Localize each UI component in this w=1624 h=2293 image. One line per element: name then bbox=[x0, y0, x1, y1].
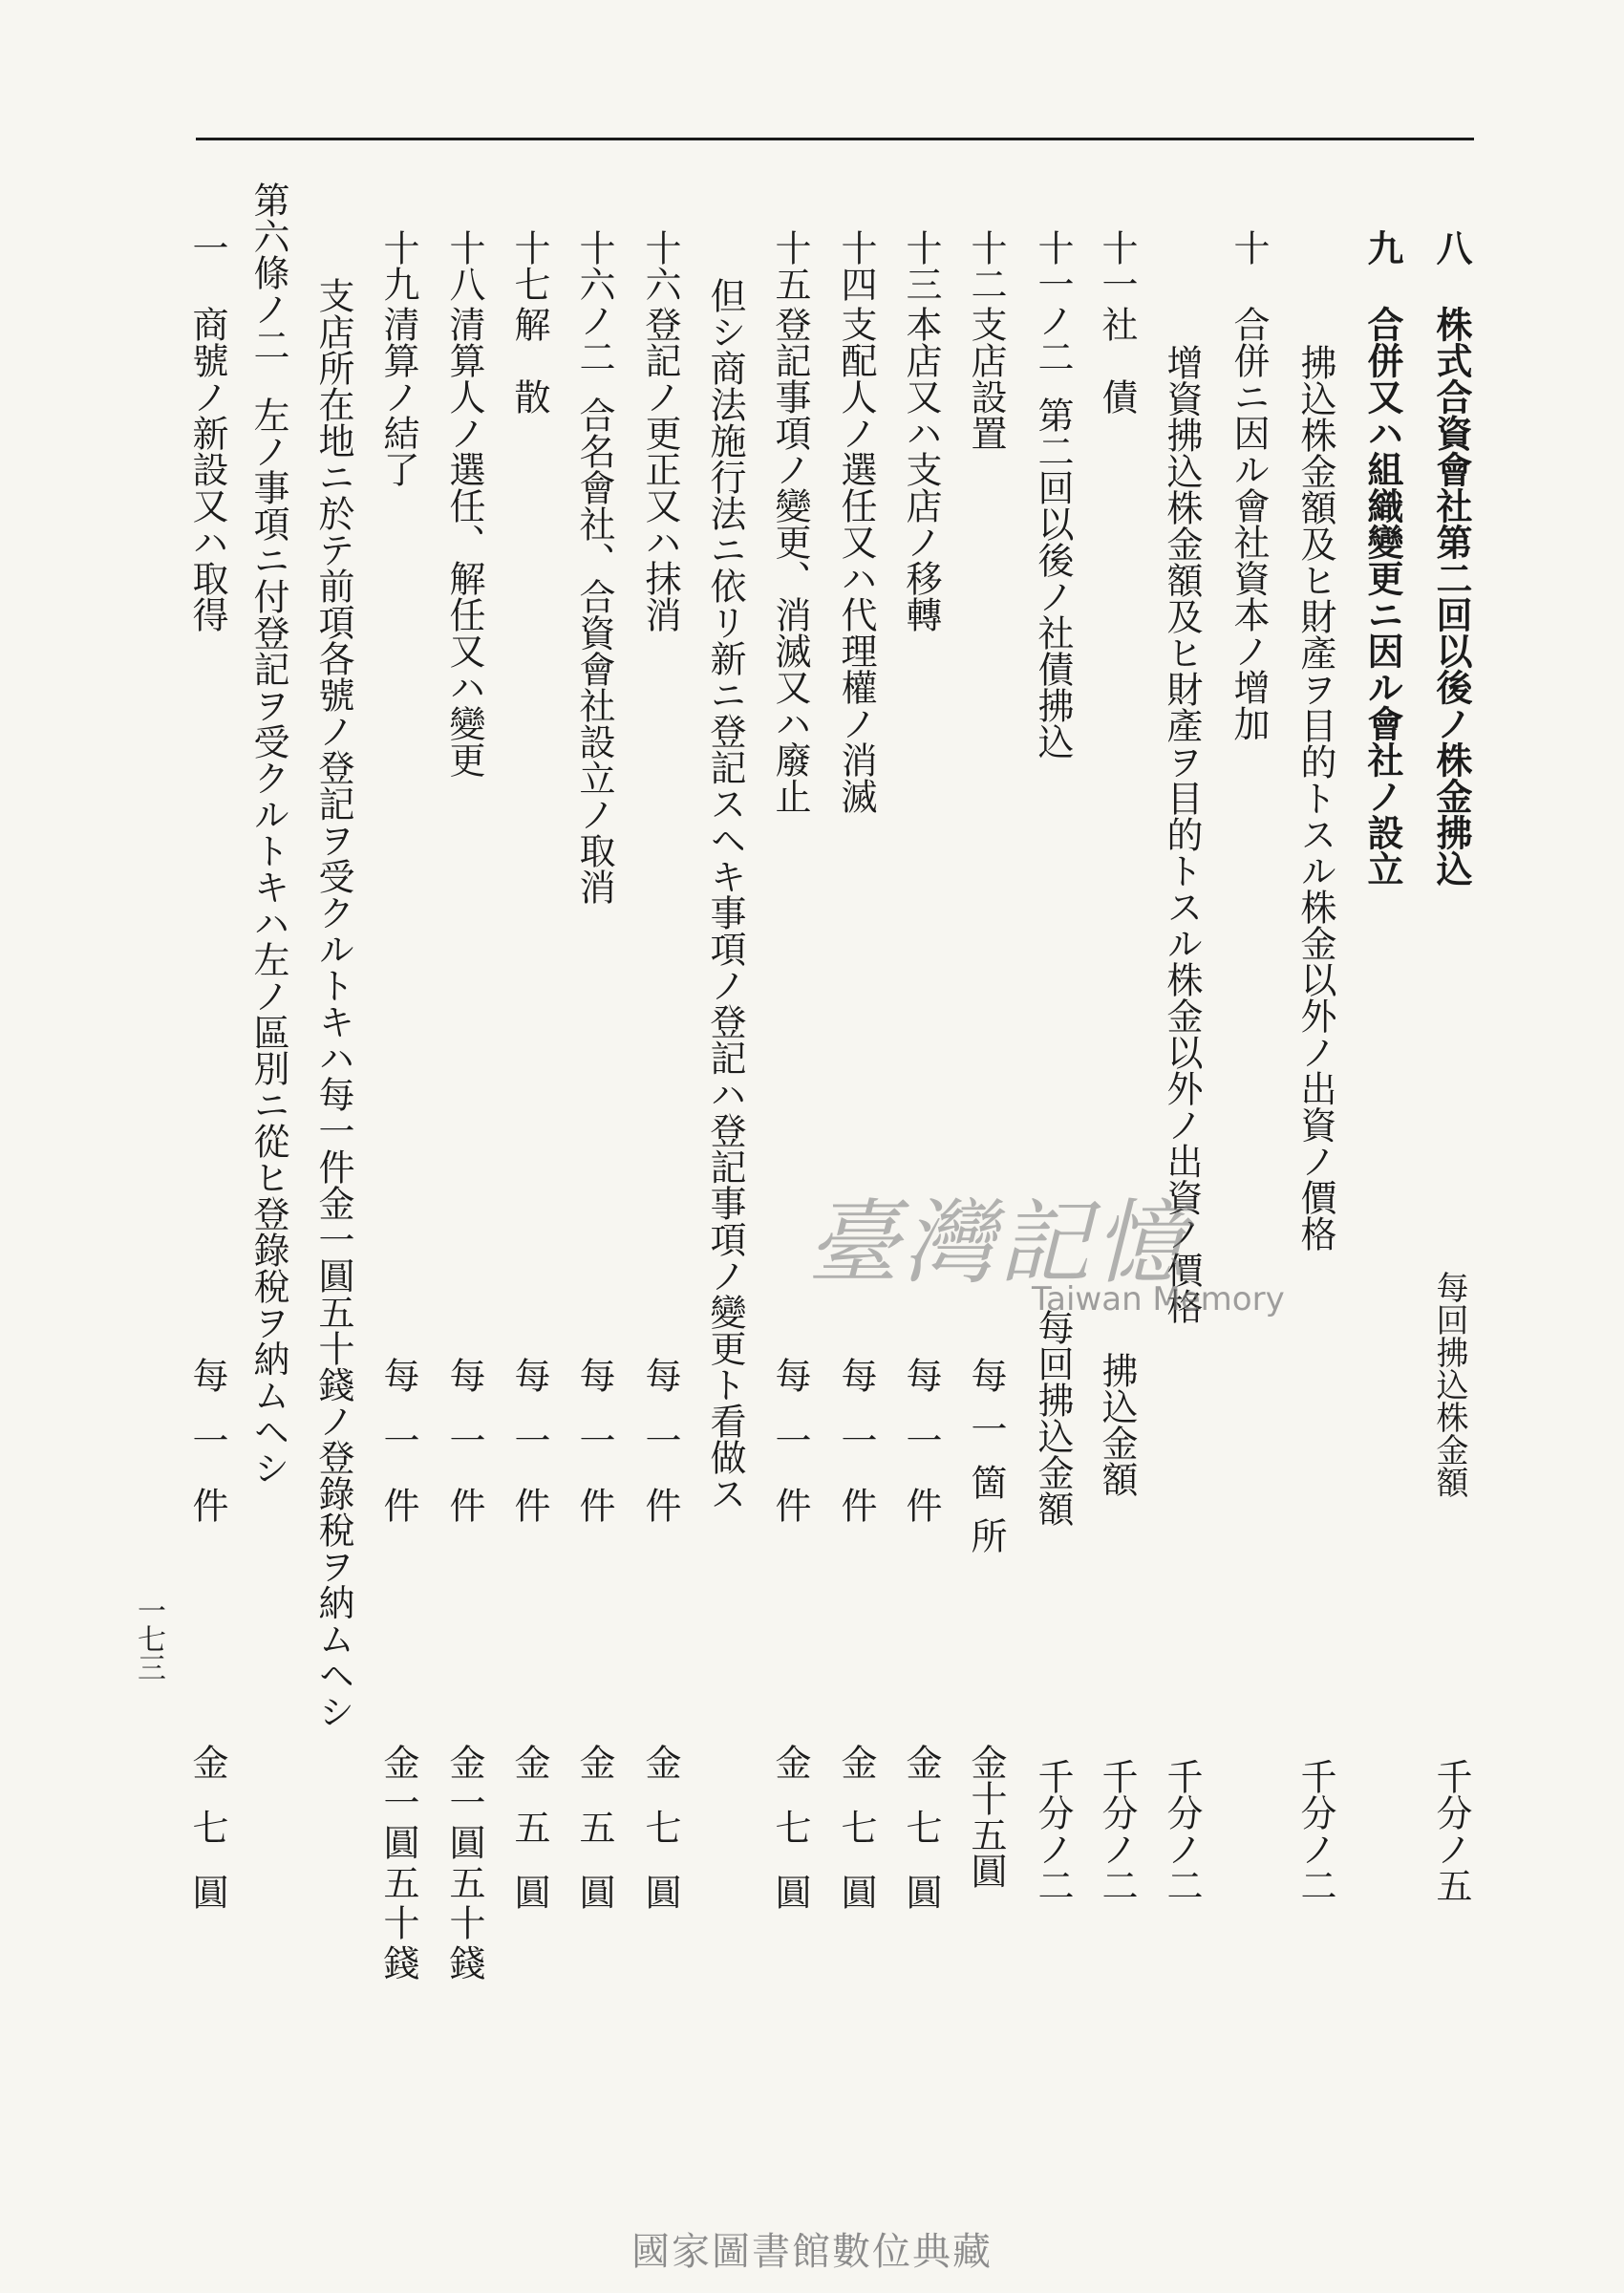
entry-11-basis: 拂込金額 bbox=[1096, 1352, 1138, 1497]
entry-16-2-description: 合名會社、合資會社設立ノ取消 bbox=[573, 396, 615, 905]
entry-18-basis: 每一件 bbox=[443, 1357, 485, 1552]
entry-16-number: 十六 bbox=[639, 229, 681, 302]
entry-10-number: 十 bbox=[1228, 229, 1270, 266]
entry-11-2-number: 十一ノ二 bbox=[1032, 229, 1074, 375]
entry-17-basis: 每一件 bbox=[508, 1357, 550, 1552]
entry-11-2-basis: 每回拂込金額 bbox=[1032, 1309, 1074, 1527]
entry-14-description: 支配人ノ選任又ハ代理權ノ消滅 bbox=[835, 306, 877, 814]
library-footer: 國家圖書館數位典藏 bbox=[631, 2230, 993, 2274]
entry-9-description: 合併又ハ組織變更ニ因ル會社ノ設立 bbox=[1361, 306, 1404, 887]
entry-12-fee: 金十五圓 bbox=[965, 1744, 1007, 1889]
entry-8-basis: 每回拂込株金額 bbox=[1430, 1271, 1468, 1498]
entry-10-sub-description: 增資拂込株金額及ヒ財產ヲ目的トスル株金以外ノ出資ノ價格 bbox=[1161, 344, 1203, 1324]
item-1-basis: 每一件 bbox=[186, 1357, 228, 1552]
entry-15-number: 十五 bbox=[769, 229, 811, 302]
entry-8-description: 株式合資會社第二回以後ノ株金拂込 bbox=[1430, 306, 1473, 887]
entry-16-2-number: 十六ノ二 bbox=[573, 229, 615, 375]
entry-15-basis: 每一件 bbox=[769, 1357, 811, 1552]
entry-19-description: 清算ノ結了 bbox=[377, 306, 419, 487]
entry-19-number: 十九 bbox=[377, 229, 419, 302]
page-number: 一七三 bbox=[132, 1596, 165, 1682]
article-6-2-description: 左ノ事項ニ付登記ヲ受クルトキハ左ノ區別ニ從ヒ登錄稅ヲ納ムヘシ bbox=[247, 396, 289, 1486]
entry-17-fee: 金五圓 bbox=[508, 1744, 550, 1939]
entry-16-description: 登記ノ更正又ハ抹消 bbox=[639, 306, 681, 632]
entry-15-fee: 金七圓 bbox=[769, 1744, 811, 1939]
entry-18-description: 清算人ノ選任、解任又ハ變更 bbox=[443, 306, 485, 778]
entry-10-fee: 千分ノ二 bbox=[1161, 1758, 1203, 1903]
entry-16-basis: 每一件 bbox=[639, 1357, 681, 1552]
entry-13-basis: 每一件 bbox=[900, 1357, 942, 1552]
entry-14-number: 十四 bbox=[835, 229, 877, 302]
entry-15-proviso: 但シ商法施行法ニ依リ新ニ登記スヘキ事項ノ登記ハ登記事項ノ變更ト看做ス bbox=[704, 277, 746, 1511]
entry-19-fee: 金一圓五十錢 bbox=[377, 1744, 419, 1984]
entry-13-fee: 金七圓 bbox=[900, 1744, 942, 1939]
watermark-english-text: Taiwan Memory bbox=[1032, 1280, 1285, 1318]
entry-8-number: 八 bbox=[1430, 229, 1473, 266]
entry-17-description: 解 散 bbox=[508, 306, 550, 415]
entry-9-fee: 千分ノ二 bbox=[1294, 1758, 1336, 1903]
entry-14-basis: 每一件 bbox=[835, 1357, 877, 1552]
article-6-2-number: 第六條ノ二 bbox=[247, 182, 289, 363]
entry-11-description: 社 債 bbox=[1096, 306, 1138, 415]
item-1-description: 商號ノ新設又ハ取得 bbox=[186, 306, 228, 632]
entry-11-2-description: 第二回以後ノ社債拂込 bbox=[1032, 396, 1074, 760]
entry-19-basis: 每一件 bbox=[377, 1357, 419, 1552]
entry-9-sub-description: 拂込株金額及ヒ財產ヲ目的トスル株金以外ノ出資ノ價格 bbox=[1294, 344, 1336, 1252]
entry-16-2-basis: 每一件 bbox=[573, 1357, 615, 1552]
entry-18-fee: 金一圓五十錢 bbox=[443, 1744, 485, 1984]
entry-11-number: 十一 bbox=[1096, 229, 1138, 302]
entry-12-description: 支店設置 bbox=[965, 306, 1007, 451]
entry-16-fee: 金七圓 bbox=[639, 1744, 681, 1939]
entry-9-number: 九 bbox=[1361, 229, 1404, 266]
item-1-fee: 金七圓 bbox=[186, 1744, 228, 1939]
header-rule bbox=[196, 138, 1474, 140]
branch-office-note: 支店所在地ニ於テ前項各號ノ登記ヲ受クルトキハ每一件金一圓五十錢ノ登錄稅ヲ納ムヘシ bbox=[312, 277, 354, 1729]
entry-11-fee: 千分ノ二 bbox=[1096, 1758, 1138, 1903]
item-1-number: 一 bbox=[186, 229, 228, 266]
entry-17-number: 十七 bbox=[508, 229, 550, 302]
entry-11-2-fee: 千分ノ二 bbox=[1032, 1758, 1074, 1903]
entry-13-number: 十三 bbox=[900, 229, 942, 302]
watermark-chinese-text: 臺灣記憶 bbox=[807, 1189, 1189, 1297]
entry-8-fee: 千分ノ五 bbox=[1430, 1758, 1472, 1903]
entry-12-number: 十二 bbox=[965, 229, 1007, 302]
entry-15-description: 登記事項ノ變更、消滅又ハ廢止 bbox=[769, 306, 811, 814]
entry-16-2-fee: 金五圓 bbox=[573, 1744, 615, 1939]
entry-12-basis: 每一箇所 bbox=[965, 1357, 1007, 1571]
entry-18-number: 十八 bbox=[443, 229, 485, 302]
entry-14-fee: 金七圓 bbox=[835, 1744, 877, 1939]
entry-10-description: 合併ニ因ル會社資本ノ增加 bbox=[1228, 306, 1270, 741]
entry-13-description: 本店又ハ支店ノ移轉 bbox=[900, 306, 942, 632]
